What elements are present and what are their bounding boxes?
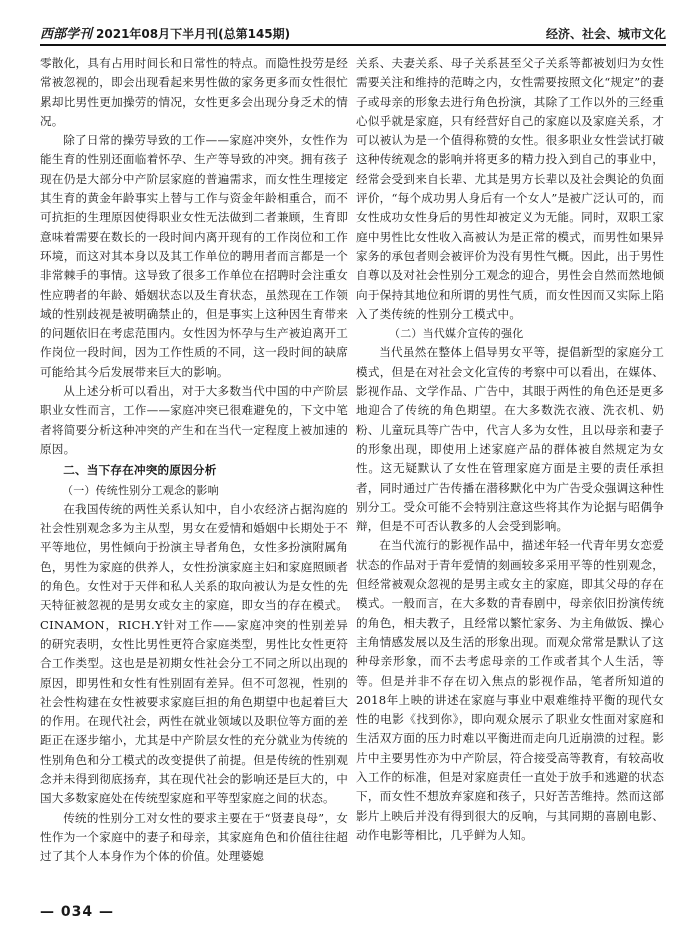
section-heading: 二、当下存在冲突的原因分析 [63,463,217,478]
subsection-heading: （一）传统性别分工观念的影响 [62,483,219,497]
journal-title: 西部学刊 [40,27,93,42]
paragraph: 关系、夫妻关系、母子关系甚至父子关系等都被划归为女性需要关注和维持的范畴之内，女性需要按照文化“规定”的妻子或母亲的形象去进行角色扮演，其除了工作以外的三经重心似乎就是家庭，只有经营好自己的家庭以及家庭关系，才可以被认为是一个值得称赞的女性。很多职业女性尝试打破这种传统观念的影响并将更多的精力投入到自己的事业中，经常会受到来自长辈、尤其是男方长辈以及社会舆论的负面评价，“每个成功男人身后有一个女人”是被广泛认可的，而女性成功女性身后的男性却被定义为无能。同时，双职工家庭中男性比女性收入高被认为是正常的模式，而男性如果异家务的承包者则会被评价为没有男性气概。因此，出于男性自尊以及对社会性别分工观念的迎合，男性会自然而然地倾向于保持其地位和所谓的男性气质，而女性因而又实际上陷入了类传统的性别分工模式中。 [356,56,664,321]
running-header [40,20,666,46]
paragraph: 在我国传统的两性关系认知中，自小农经济占据沟庭的社会性别观念多为主从型，男女在爱情和婚姻中长期处于不平等地位，男性倾向于扮演主导者角色，女性多扮演附属角色，男性为家庭的供养人，女性扮演家庭主妇和家庭照顾者的角色。女性对于天伴和私人关系的取向被认为是女性的先天特征被忽视的是男女或女主的家庭，即女当的存在模式。CINAMON，RICH.Y针对工作——家庭冲突的性别差异的研究表明，女性比男性更符合家庭类型，男性比女性更符合工作类型。这也是是初期女性社会分工不同之所以出现的原因，即男性和女性有性别固有差异。但不可忽视，性别的社会性构建在女性被要求家庭巨担的角色期望中也起着巨大的作用。在现代社会，两性在就业领域以及职位等方面的差距正在逐步缩小，尤其是中产阶层女性的充分就业为传统的性别角色和分工模式的改变提供了前提。但是传统的性别观念并未得到彻底扬弃，其在现代社会的影响还是巨大的，中国大多数家庭处在传统型家庭和平等型家庭之间的状态。 [40,501,348,806]
paragraph: 除了日常的操劳导致的工作——家庭冲突外，女性作为能生育的性别还面临着怀孕、生产等导致的冲突。拥有孩子现在仍是大部分中产阶层家庭的普遍需求，而女性生理接定其生育的黄金年龄事实上替与工作与资金年龄相重合，而不可抗拒的生理原因使得职业女性无法做到二者兼顾，生育即意味着需要在数长的一段时间内离开现有的工作岗位和工作环境，而这对其本身以及其工作单位的聘用者而言都是一个非常棘手的事情。这导致了很多工作单位在招聘时会注重女性应聘者的年龄、婚姻状态以及生育状态，虽然现在工作领域的性别歧视是被明确禁止的，但是事实上这种因生育带来的问题依旧在考虑范围内。女性因为怀孕与生产被迫离开工作岗位一段时间，因为工作性质的不同，这一段时间的缺席可能给其今后发展带来巨大的影响。 [40,133,348,379]
paragraph: 当代虽然在整体上倡导男女平等，提倡新型的家庭分工模式，但是在对社会文化宣传的考察中可以看出，在媒体、影视作品、文学作品、广告中，其眼于两性的角色还是更多地迎合了传统的角色期望。在大多数洗衣液、洗衣机、奶粉、儿童玩具等广告中，代言人多为女性，且以母亲和妻子的形象出现，即使用上述家庭产品的群体被自然规定为女性。这无疑默认了女性在管理家庭方面是主要的责任承担者，同时通过广告传播在潜移默化中为广告受众强调这种性别分工。受众可能不会特别注意这些将其作为论据与昭偶争辩，但是不可否认教多的人会受到影响。 [356,345,664,534]
section-title: 经济、社会、城市文化 [545,27,666,41]
paragraph: 从上述分析可以看出，对于大多数当代中国的中产阶层职业女性而言，工作——家庭冲突已很难避免的，下文中笔者将简要分析这种冲突的产生和在当代一定程度上被加速的原因。 [40,384,348,456]
paragraph: 传统的性别分工对女性的要求主要在于“贤妻良母”，女性作为一个家庭中的妻子和母亲，其家庭角色和价值往往超过了其个人本身作为个体的价值。处理婆媳 [40,810,348,864]
right-column [356,54,664,845]
issue-info: 2021年08月下半月刊(总第145期) [96,27,291,41]
page-number: — 034 — [40,904,114,920]
paragraph: 在当代流行的影视作品中，描述年轻一代青年男女恋爱状态的作品对于青年爱情的刻画较多采用平等的性别观念，但经常被观众忽视的是男主或女主的家庭，即其父母的存在模式。一般而言，在大多数的青春剧中，母亲依旧扮演传统的角色，相夫教子，且经常以繁忙家务、为主角做饭、操心主角情感发展以及生活的形象出现。而观众常常是默认了这种母亲形象，而不去考虑母亲的工作或者其个人生活，等等。但是并非不存在切入焦点的影视作品，笔者所知道的2018年上映的讲述在家庭与事业中艰难维持平衡的现代女性的电影《找到你》，即向观众展示了职业女性面对家庭和生活双方面的压力时难以平衡进而走向几近崩溃的过程。影片中主要男性亦为中产阶层，符合接受高等教育，有较高收入工作的标准，但是对家庭责任一直处于放手和逃避的状态下，而女性不想放弃家庭和孩子，只好苦苦维持。然而这部影片上映后并没有得到很大的反响，与其同期的喜剧电影、动作电影等相比，几乎鲜为人知。 [356,538,664,842]
left-column [40,54,348,866]
subsection-heading: （二）当代媒介宣传的强化 [389,327,524,341]
header-left [40,23,290,44]
paragraph: 零散化，具有占用时间长和日常性的特点。而隐性投劳是经常被忽视的，即会出现看起来男性做的家务更多而女性很忙累却比男性更加操劳的情况，女性更多会出现分身乏术的情况。 [40,56,348,128]
